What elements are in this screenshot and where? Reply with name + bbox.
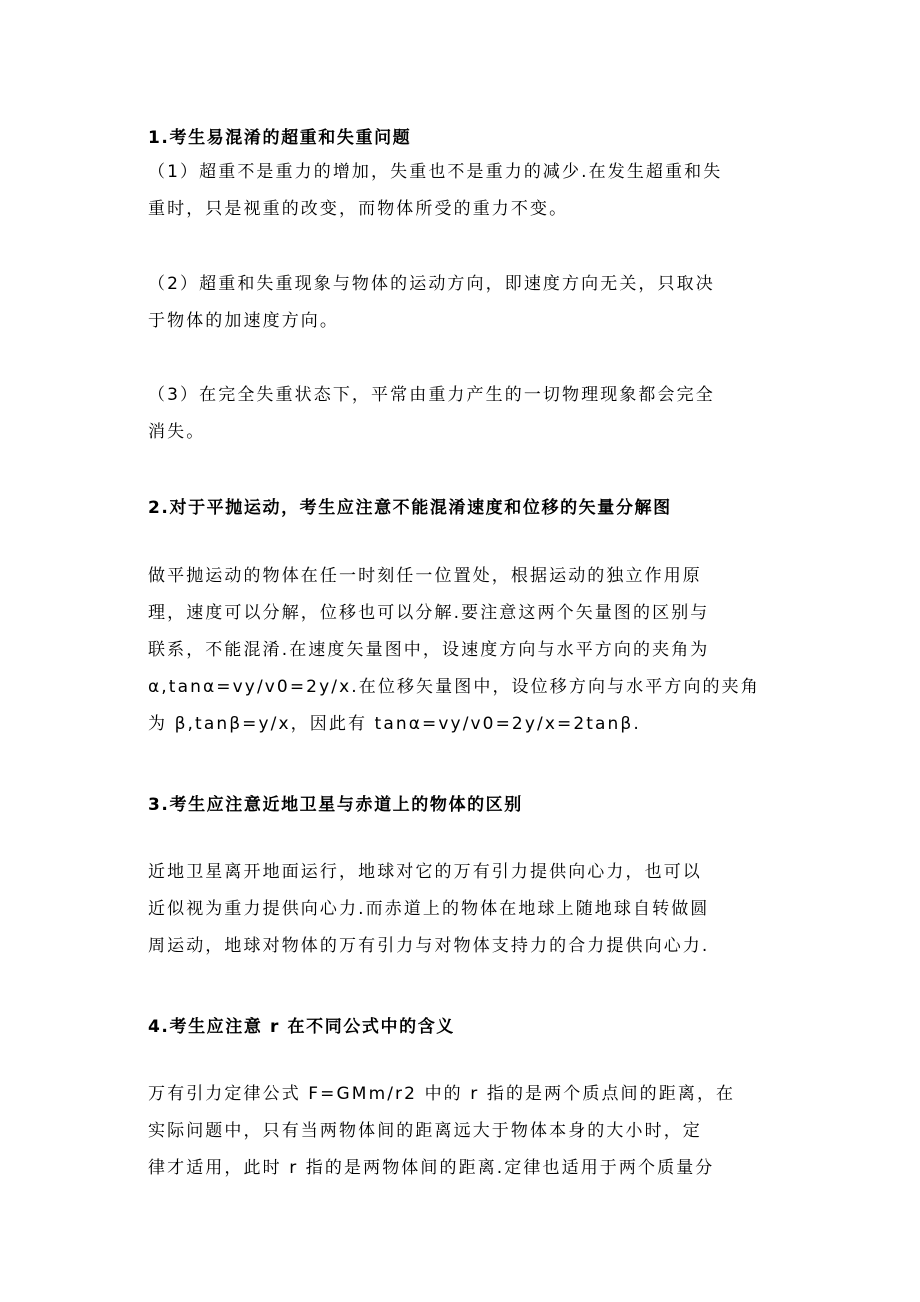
text-line: 为 β,tanβ=y/x，因此有 tanα=vy/v0=2y/x=2tanβ. — [148, 714, 641, 734]
text-line: 万有引力定律公式 F=GMm/r2 中的 r 指的是两个质点间的距离，在 — [148, 1084, 736, 1104]
paragraph — [148, 266, 715, 340]
text-line: 律才适用，此时 r 指的是两物体间的距离.定律也适用于两个质量分 — [148, 1158, 715, 1178]
text-line: 实际问题中，只有当两物体间的距离远大于物体本身的大小时，定 — [148, 1121, 702, 1141]
text-line: 周运动，地球对物体的万有引力与对物体支持力的合力提供向心力. — [148, 936, 710, 956]
text-line: 于物体的加速度方向。 — [148, 311, 339, 331]
text-line: （2）超重和失重现象与物体的运动方向，即速度方向无关，只取决 — [148, 274, 715, 294]
text-line: 近似视为重力提供向心力.而赤道上的物体在地球上随地球自转做圆 — [148, 899, 710, 919]
text-line: 做平抛运动的物体在任一时刻任一位置处，根据运动的独立作用原 — [148, 566, 702, 586]
text-line: 近地卫星离开地面运行，地球对它的万有引力提供向心力，也可以 — [148, 862, 702, 882]
text-line: α,tanα=vy/v0=2y/x.在位移矢量图中，设位移方向与水平方向的夹角 — [148, 677, 760, 697]
text-line: （1）超重不是重力的增加，失重也不是重力的减少.在发生超重和失 — [148, 162, 723, 182]
section-heading: 3.考生应注意近地卫星与赤道上的物体的区别 — [148, 795, 523, 815]
text-line: 理，速度可以分解，位移也可以分解.要注意这两个矢量图的区别与 — [148, 603, 710, 623]
section-heading: 2.对于平抛运动，考生应注意不能混淆速度和位移的矢量分解图 — [148, 498, 672, 518]
section-heading: 1.考生易混淆的超重和失重问题 — [148, 128, 412, 148]
paragraph — [148, 854, 709, 965]
paragraph — [148, 1076, 735, 1187]
section-heading: 4.考生应注意 r 在不同公式中的含义 — [148, 1017, 455, 1037]
paragraph — [148, 558, 760, 743]
paragraph — [148, 154, 722, 228]
text-line: 联系，不能混淆.在速度矢量图中，设速度方向与水平方向的夹角为 — [148, 640, 710, 660]
text-line: 重时，只是视重的改变，而物体所受的重力不变。 — [148, 199, 569, 219]
text-line: 消失。 — [148, 422, 206, 442]
paragraph — [148, 377, 715, 451]
text-line: （3）在完全失重状态下，平常由重力产生的一切物理现象都会完全 — [148, 385, 715, 405]
